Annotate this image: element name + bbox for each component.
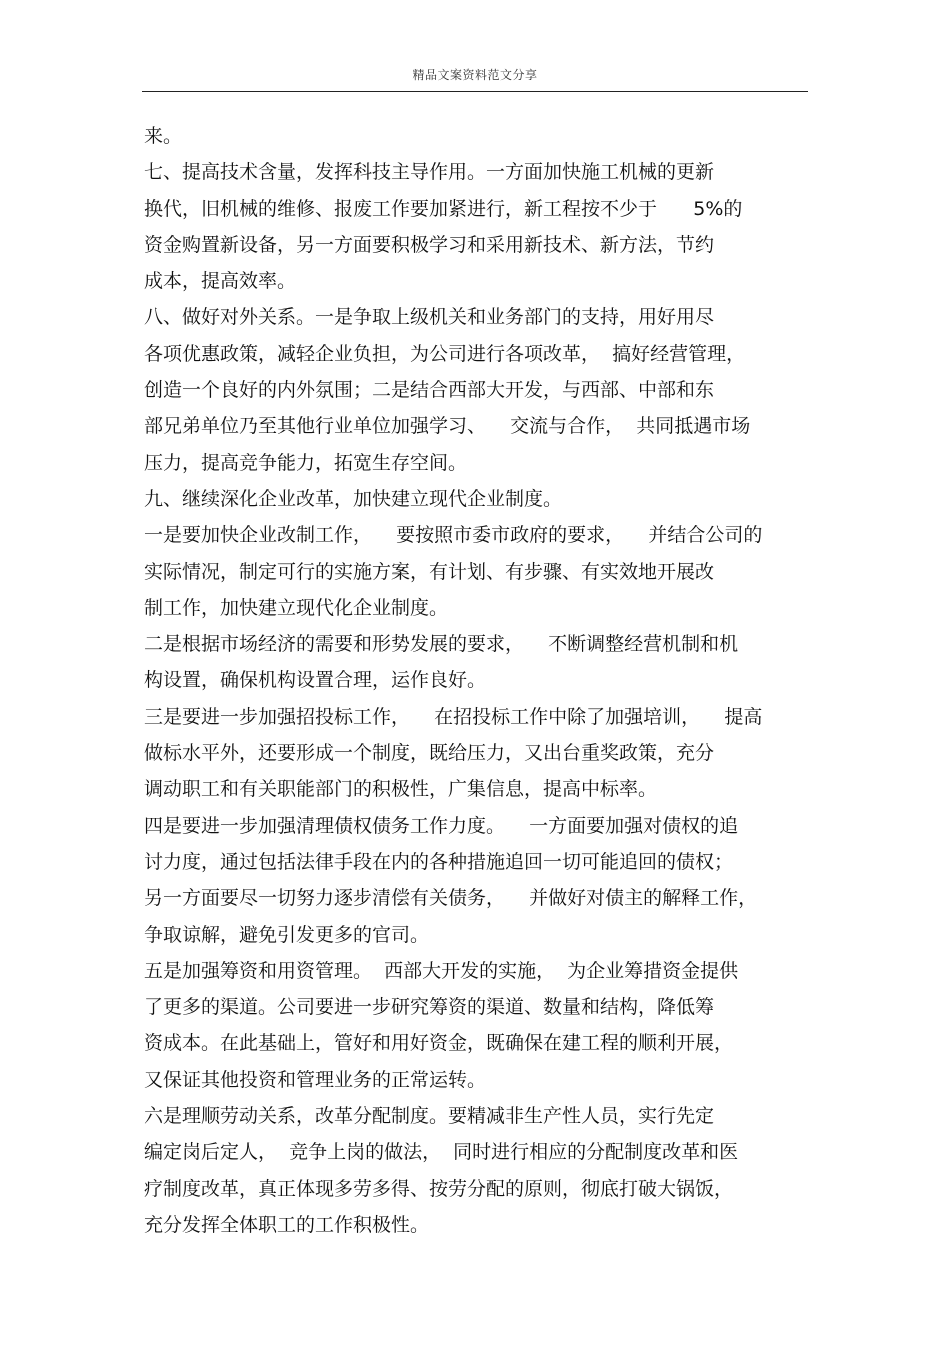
text-line: 编定岗后定人， 竞争上岗的做法， 同时进行相应的分配制度改革和医 xyxy=(144,1141,739,1164)
text-line: 各项优惠政策，减轻企业负担，为公司进行各项改革， 搞好经营管理， xyxy=(144,342,746,365)
header-rule xyxy=(142,91,808,92)
text-line: 了更多的渠道。公司要进一步研究筹资的渠道、数量和结构，降低筹 xyxy=(144,996,715,1019)
text-line: 四是要进一步加强清理债权债务工作力度。 一方面要加强对债权的追 xyxy=(144,814,739,837)
text-line: 资金购置新设备，另一方面要积极学习和采用新技术、新方法，节约 xyxy=(144,233,715,256)
text-line: 换代，旧机械的维修、报废工作要加紧进行，新工程按不少于 5%的 xyxy=(144,197,743,220)
body-text xyxy=(144,118,808,1243)
text-line: 一是要加快企业改制工作， 要按照市委市政府的要求， 并结合公司的 xyxy=(144,524,763,547)
text-line: 充分发挥全体职工的工作积极性。 xyxy=(144,1213,430,1236)
text-line: 讨力度，通过包括法律手段在内的各种措施追回一切可能追回的债权； xyxy=(144,850,734,873)
text-line: 调动职工和有关职能部门的积极性，广集信息，提高中标率。 xyxy=(144,778,658,801)
text-line: 创造一个良好的内外氛围；二是结合西部大开发，与西部、中部和东 xyxy=(144,379,715,402)
text-line: 八、做好对外关系。一是争取上级机关和业务部门的支持，用好用尽 xyxy=(144,306,715,329)
text-line: 疗制度改革，真正体现多劳多得、按劳分配的原则，彻底打破大锅饭， xyxy=(144,1177,734,1200)
text-line: 成本，提高效率。 xyxy=(144,270,297,293)
text-line: 争取谅解，避免引发更多的官司。 xyxy=(144,923,430,946)
text-line: 实际情况，制定可行的实施方案，有计划、有步骤、有实效地开展改 xyxy=(144,560,715,583)
text-line: 另一方面要尽一切努力逐步清偿有关债务， 并做好对债主的解释工作， xyxy=(144,887,758,910)
page-header: 精品文案资料范文分享 xyxy=(412,68,538,82)
text-line: 部兄弟单位乃至其他行业单位加强学习、 交流与合作， 共同抵遇市场 xyxy=(144,415,751,438)
text-line: 制工作，加快建立现代化企业制度。 xyxy=(144,596,449,619)
text-line: 三是要进一步加强招投标工作， 在招投标工作中除了加强培训， 提高 xyxy=(144,705,763,728)
text-line: 构设置，确保机构设置合理，运作良好。 xyxy=(144,669,487,692)
text-line: 五是加强筹资和用资管理。 西部大开发的实施， 为企业筹措资金提供 xyxy=(144,959,739,982)
text-line: 七、提高技术含量，发挥科技主导作用。一方面加快施工机械的更新 xyxy=(144,161,715,184)
text-line: 资成本。在此基础上，管好和用好资金，既确保在建工程的顺利开展， xyxy=(144,1032,734,1055)
text-line: 压力，提高竞争能力，拓宽生存空间。 xyxy=(144,451,468,474)
text-line: 二是根据市场经济的需要和形势发展的要求， 不断调整经营机制和机 xyxy=(144,633,739,656)
text-line: 九、继续深化企业改革，加快建立现代企业制度。 xyxy=(144,487,563,510)
text-line: 做标水平外，还要形成一个制度，既给压力，又出台重奖政策，充分 xyxy=(144,742,715,765)
text-line: 来。 xyxy=(144,125,183,147)
text-line: 又保证其他投资和管理业务的正常运转。 xyxy=(144,1068,487,1091)
text-line: 六是理顺劳动关系，改革分配制度。要精减非生产性人员，实行先定 xyxy=(144,1105,715,1128)
